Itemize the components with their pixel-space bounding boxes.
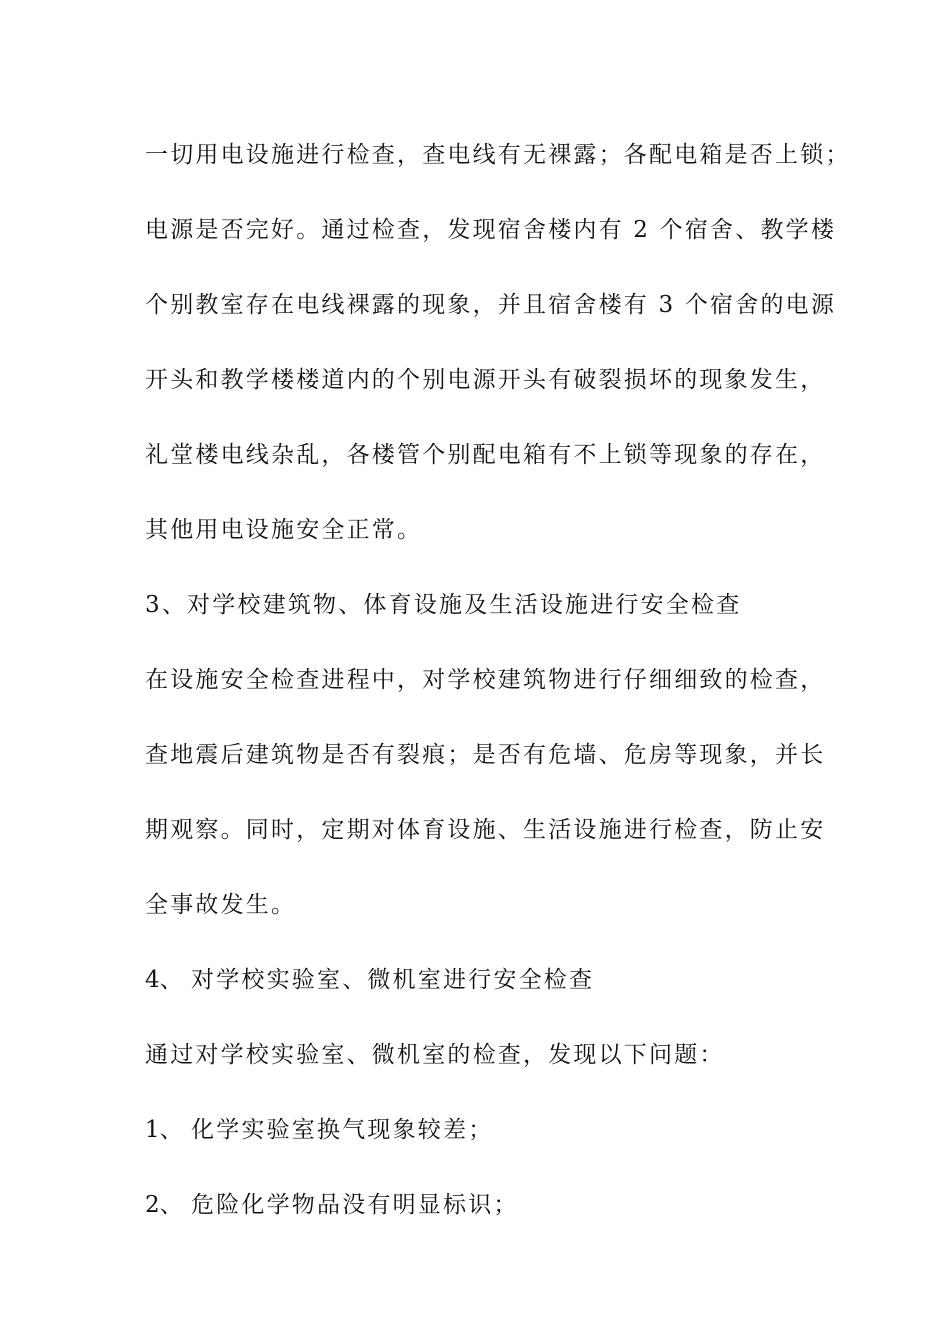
paragraph-line: 礼堂楼电线杂乱，各楼管个别配电箱有不上锁等现象的存在，: [145, 442, 826, 468]
paragraph-line: 在设施安全检查进程中，对学校建筑物进行仔细细致的检查，: [145, 667, 826, 693]
section-heading-4: [145, 965, 845, 995]
paragraph-line: 期观察。同时，定期对体育设施、生活设施进行检查，防止安: [145, 817, 826, 843]
paragraph-line: 一切用电设施进行检查，查电线有无裸露；各配电箱是否上锁；: [145, 142, 851, 168]
finding-text: 危险化学物品没有明显标识；: [191, 1192, 519, 1218]
finding-number: 2、: [145, 1192, 183, 1218]
finding-item: [145, 1190, 845, 1220]
paragraph-line: 其他用电设施安全正常。: [145, 517, 423, 543]
section-title: 对学校实验室、微机室进行安全检查: [191, 967, 595, 993]
paragraph-line: 开头和教学楼楼道内的个别电源开头有破裂损坏的现象发生，: [145, 367, 826, 393]
findings-intro: 通过对学校实验室、微机室的检查，发现以下问题：: [145, 1042, 725, 1068]
paragraph-line: 个别教室存在电线裸露的现象，并且宿舍楼有 3 个宿舍的电源: [145, 292, 837, 318]
section-heading-3: 3、对学校建筑物、体育设施及生活设施进行安全检查: [145, 592, 742, 618]
finding-number: 1、: [145, 1117, 183, 1143]
paragraph-line: 查地震后建筑物是否有裂痕；是否有危墙、危房等现象，并长: [145, 742, 826, 768]
paragraph-line: 全事故发生。: [145, 892, 297, 918]
finding-item: [145, 1115, 845, 1145]
section-number: 4、: [145, 967, 183, 993]
paragraph-line: 电源是否完好。通过检查，发现宿舍楼内有 2 个宿舍、教学楼: [145, 217, 837, 243]
finding-text: 化学实验室换气现象较差；: [191, 1117, 494, 1143]
